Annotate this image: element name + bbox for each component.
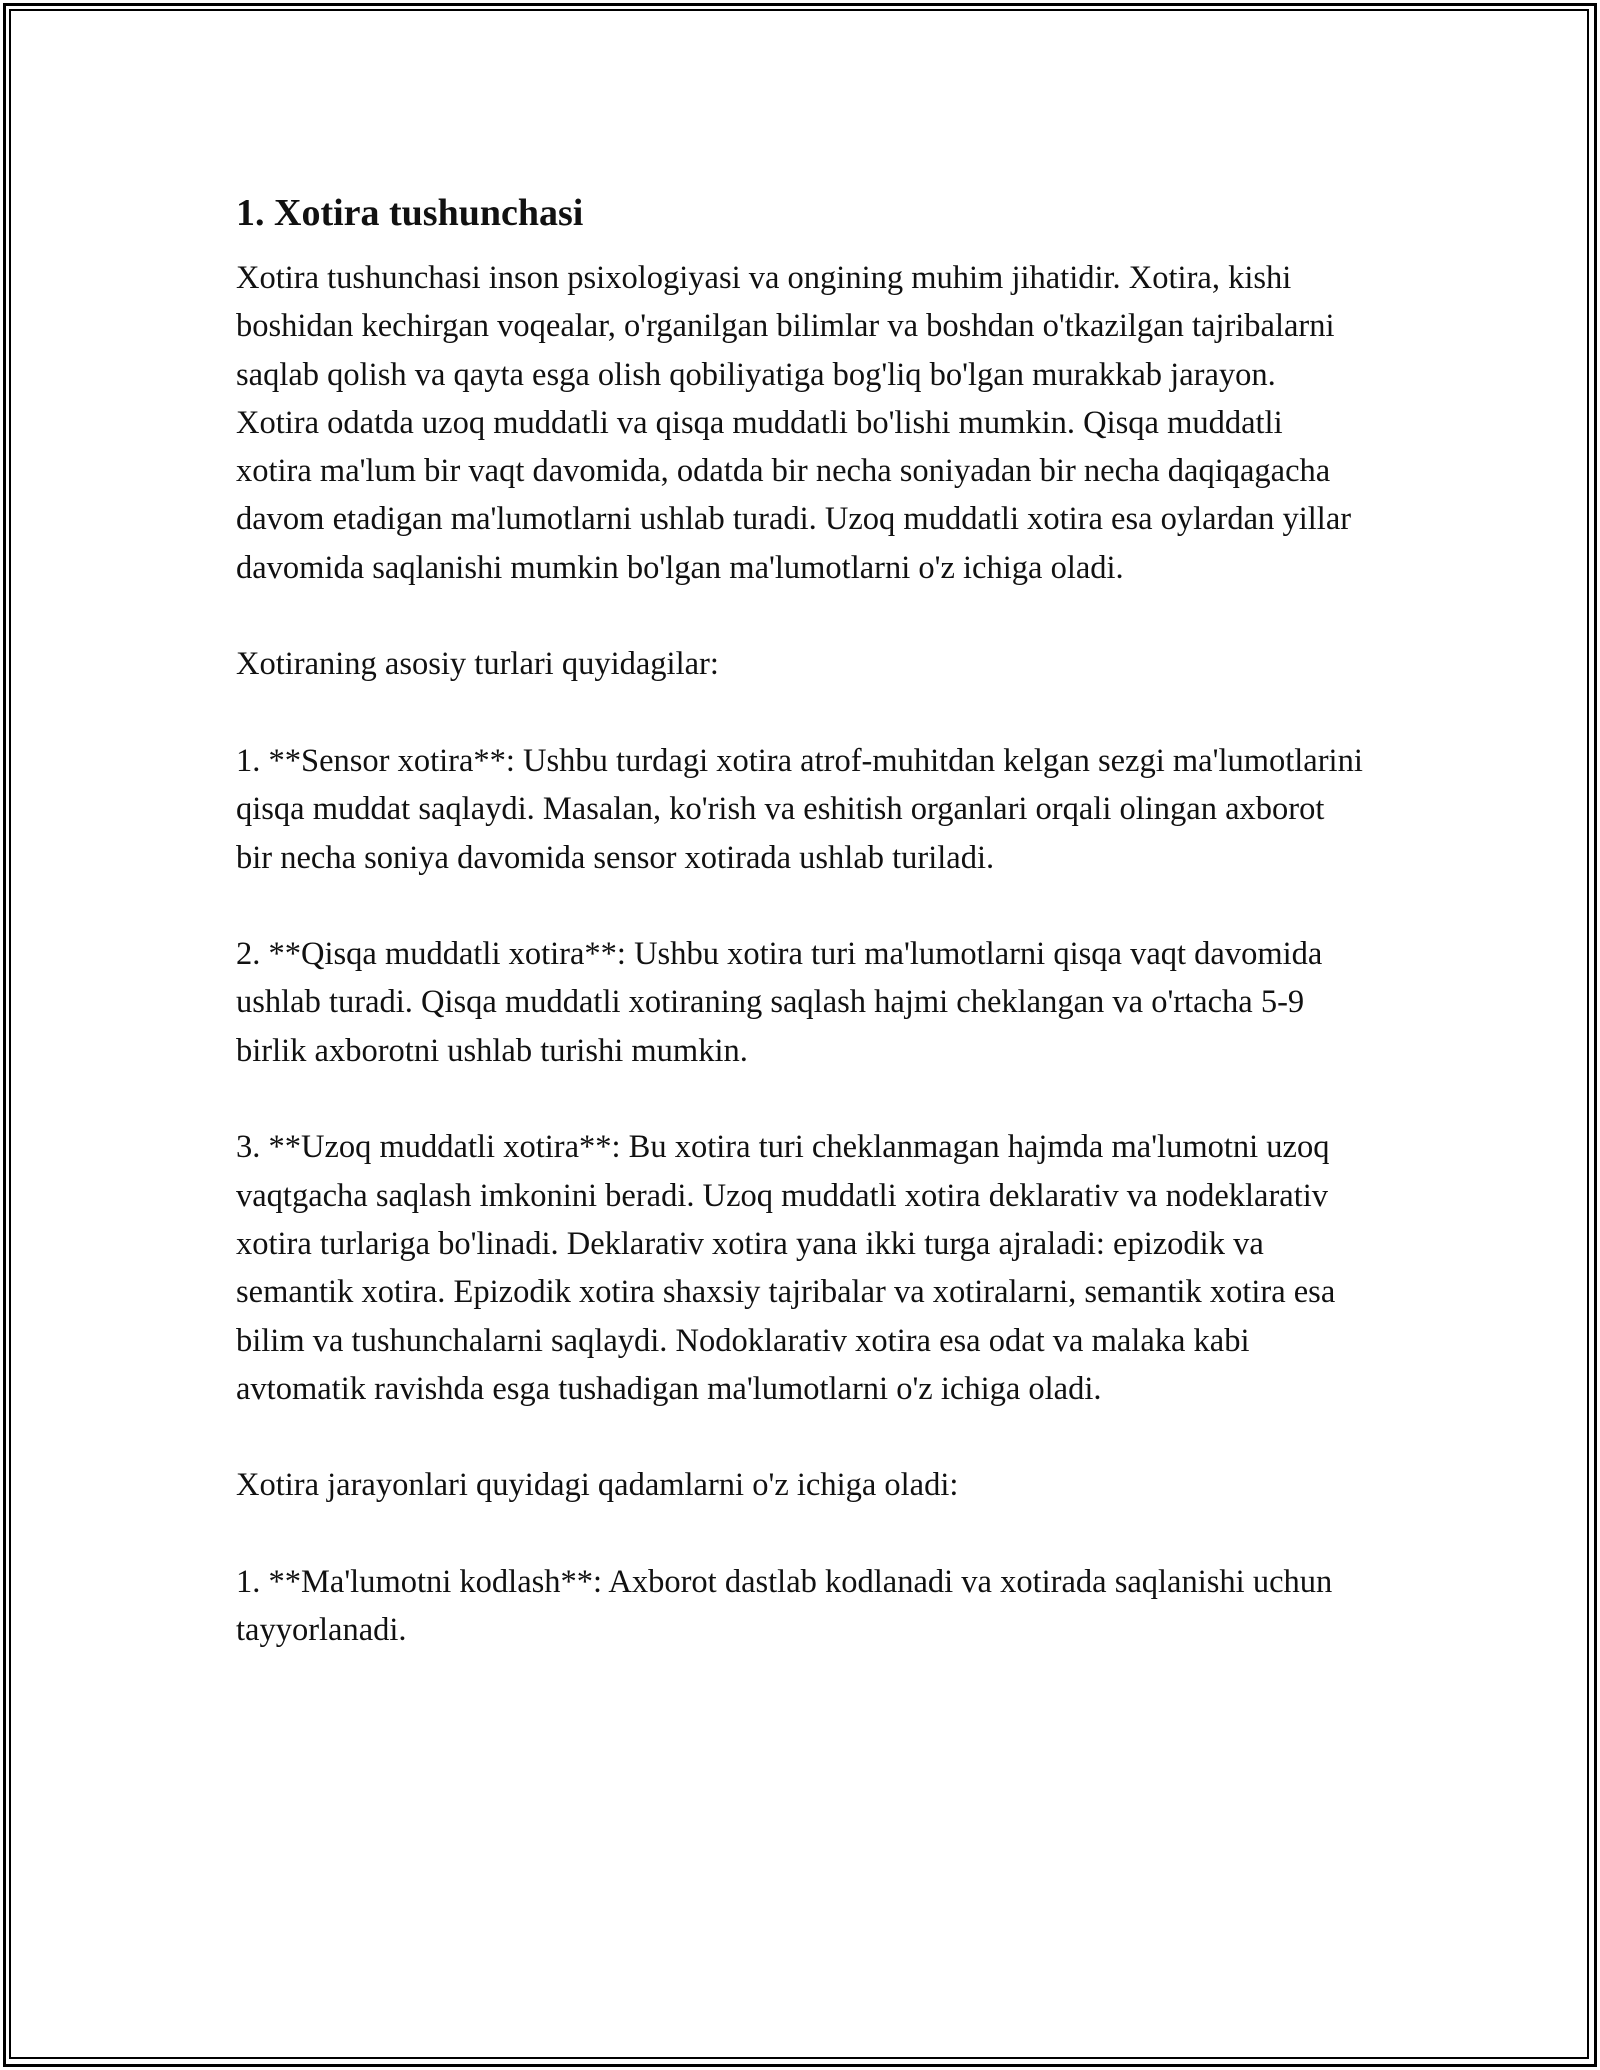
paragraph-spacer bbox=[236, 689, 1366, 737]
list-item-short-term-memory: 2. **Qisqa muddatli xotira**: Ushbu xotira turi ma'lumotlarni qisqa vaqt davomida ushlab turadi. Qisqa muddatli xotiraning saqlash hajmi cheklangan va o'rtacha 5-9 birlik axborotni ushlab turishi mumkin. bbox=[236, 936, 1323, 1069]
document-body bbox=[236, 190, 1366, 1655]
list-item-encoding: 1. **Ma'lumotni kodlash**: Axborot dastlab kodlanadi va xotirada saqlanishi uchun tayyorlanadi. bbox=[236, 1564, 1333, 1649]
paragraph-spacer bbox=[236, 1075, 1366, 1123]
section-heading: 1. Xotira tushunchasi bbox=[236, 192, 584, 234]
list-item-long-term-memory: 3. **Uzoq muddatli xotira**: Bu xotira turi cheklanmagan hajmda ma'lumotni uzoq vaqtgacha saqlash imkonini beradi. Uzoq muddatli xotira deklarativ va nodeklarativ xotira turlariga bo'linadi. Deklarativ xotira yana ikki turga ajraladi: epizodik va semantik xotira. Epizodik xotira shaxsiy tajribalar va xotiralarni, semantik xotira esa bilim va tushunchalarni saqlaydi. Nodoklarativ xotira esa odat va malaka kabi avtomatik ravishda esga tushadigan ma'lumotlarni o'z ichiga oladi. bbox=[236, 1129, 1336, 1407]
paragraph-spacer bbox=[236, 1413, 1366, 1461]
paragraph-spacer bbox=[236, 592, 1366, 640]
paragraph-spacer bbox=[236, 882, 1366, 930]
paragraph-spacer bbox=[236, 1510, 1366, 1558]
memory-types-lead: Xotiraning asosiy turlari quyidagilar: bbox=[236, 646, 719, 683]
list-item-sensor-memory: 1. **Sensor xotira**: Ushbu turdagi xotira atrof-muhitdan kelgan sezgi ma'lumotlarini qisqa muddat saqlaydi. Masalan, ko'rish va eshitish organlari orqali olingan axborot bir necha soniya davomida sensor xotirada ushlab turiladi. bbox=[236, 742, 1363, 876]
intro-paragraph: Xotira tushunchasi inson psixologiyasi va ongining muhim jihatidir. Xotira, kishi boshidan kechirgan voqealar, o'rganilgan bilimlar va boshdan o'tkazilgan tajribalarni saqlab qolish va qayta esga olish qobiliyatiga bog'liq bo'lgan murakkab jarayon. Xotira odatda uzoq muddatli va qisqa muddatli bo'lishi mumkin. Qisqa muddatli xotira ma'lum bir vaqt davomida, odatda bir necha soniyadan bir necha daqiqagacha davom etadigan ma'lumotlarni ushlab turadi. Uzoq muddatli xotira esa oylardan yillar davomida saqlanishi mumkin bo'lgan ma'lumotlarni o'z ichiga oladi. bbox=[236, 260, 1352, 586]
memory-processes-lead: Xotira jarayonlari quyidagi qadamlarni o'z ichiga oladi: bbox=[236, 1467, 959, 1504]
